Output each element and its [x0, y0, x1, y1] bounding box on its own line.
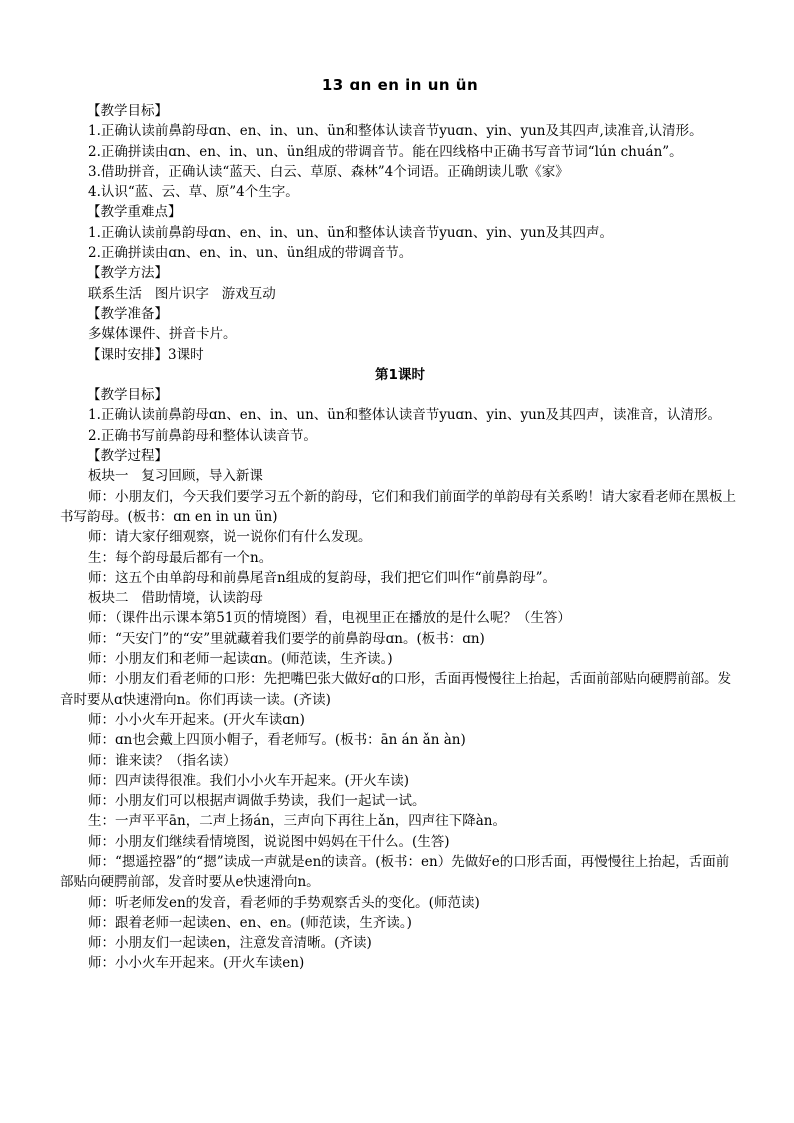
goal-heading: 【教学目标】 — [87, 103, 168, 119]
goal-item: 4.认识“蓝、云、草、原”4个生字。 — [88, 184, 299, 201]
goal-item: 2.正确拼读由ɑn、en、in、un、ün组成的带调音节。能在四线格中正确书写音节词“lún chuán”。 — [88, 143, 683, 160]
process-paragraph: 师：ɑn也会戴上四顶小帽子，看老师写。(板书：ān án ǎn àn) — [88, 732, 466, 749]
process-paragraph: 师：（课件出示课本第51页的情境图）看，电视里正在播放的是什么呢？（生答） — [88, 610, 571, 627]
process-paragraph: 师：谁来读？（指名读） — [88, 752, 237, 769]
block-heading: 板块一 复习回顾，导入新课 — [88, 468, 263, 485]
schedule-text: 【课时安排】3课时 — [87, 346, 204, 363]
goal-heading: 【教学目标】 — [87, 387, 168, 404]
process-paragraph: 师：四声读得很准。我们小小火车开起来。(开火车读) — [88, 772, 410, 789]
process-paragraph: 师：小朋友们看老师的口形：先把嘴巴张大做好ɑ的口形，舌面再慢慢往上抬起，舌面前部贴向硬腭前部。发音时要从ɑ快速滑向n。你们再读一读。(齐读) — [60, 671, 732, 708]
block-heading: 板块二 借助情境，认读韵母 — [88, 590, 263, 607]
key-point-item: 2.正确拼读由ɑn、en、in、un、ün组成的带调音节。 — [88, 245, 413, 262]
lesson-title: 13 ɑn en in un ün — [321, 76, 479, 94]
goal-item: 1.正确认读前鼻韵母ɑn、en、in、un、ün和整体认读音节yuɑn、yin、yun及其四声,读准音,认清形。 — [88, 123, 703, 140]
document-page — [60, 74, 740, 974]
goal-item: 1.正确认读前鼻韵母ɑn、en、in、un、ün和整体认读音节yuɑn、yin、yun及其四声，读准音，认清形。 — [88, 407, 722, 424]
process-paragraph: 师：小朋友们继续看情境图，说说图中妈妈在干什么。(生答) — [88, 833, 450, 850]
process-paragraph: 师：请大家仔细观察，说一说你们有什么发现。 — [88, 529, 372, 546]
process-paragraph: 师：小朋友们一起读en，注意发音清晰。(齐读) — [88, 935, 372, 952]
process-paragraph: 生：每个韵母最后都有一个n。 — [88, 549, 273, 566]
process-paragraph: 师：小朋友们可以根据声调做手势读，我们一起试一试。 — [88, 793, 426, 810]
process-paragraph: 师：跟着老师一起读en、en、en。(师范读，生齐读。) — [88, 914, 412, 931]
process-paragraph: 师：“天安门”的“安”里就藏着我们要学的前鼻韵母ɑn。(板书：ɑn) — [88, 630, 485, 647]
process-paragraph: 生：一声平平ān，二声上扬án，三声向下再往上ǎn，四声往下降àn。 — [88, 813, 506, 830]
prep-text: 多媒体课件、拼音卡片。 — [88, 326, 237, 343]
prep-heading: 【教学准备】 — [87, 305, 168, 322]
goal-item: 2.正确书写前鼻韵母和整体认读音节。 — [88, 427, 317, 444]
process-paragraph: 师：小朋友们，今天我们要学习五个新的韵母，它们和我们前面学的单韵母有关系哟！请大家看老师在黑板上书写韵母。(板书：ɑn en in un ün) — [60, 488, 736, 525]
process-heading: 【教学过程】 — [87, 448, 168, 465]
process-paragraph: 师：小朋友们和老师一起读ɑn。(师范读，生齐读。) — [88, 651, 393, 668]
method-text: 联系生活 图片识字 游戏互动 — [88, 285, 276, 302]
key-point-item: 1.正确认读前鼻韵母ɑn、en、in、un、ün和整体认读音节yuɑn、yin、yun及其四声。 — [88, 224, 614, 241]
process-paragraph: 师：这五个由单韵母和前鼻尾音n组成的复韵母，我们把它们叫作“前鼻韵母”。 — [88, 569, 556, 586]
section-title: 第1课时 — [375, 366, 425, 383]
method-heading: 【教学方法】 — [87, 265, 168, 282]
key-points-heading: 【教学重难点】 — [87, 204, 182, 221]
process-paragraph: 师：听老师发en的发音，看老师的手势观察舌头的变化。(师范读) — [88, 894, 480, 911]
process-paragraph: 师：小小火车开起来。(开火车读ɑn) — [88, 711, 305, 728]
process-paragraph: 师：小小火车开起来。(开火车读en) — [88, 955, 305, 972]
process-paragraph: 师：“摁遥控器”的“摁”读成一声就是en的读音。(板书：en）先做好e的口形舌面，再慢慢往上抬起，舌面前部贴向硬腭前部，发音时要从e快速滑向n。 — [60, 853, 730, 891]
goal-item: 3.借助拼音，正确认读“蓝天、白云、草原、森林”4个词语。正确朗读儿歌《家》 — [88, 163, 569, 180]
